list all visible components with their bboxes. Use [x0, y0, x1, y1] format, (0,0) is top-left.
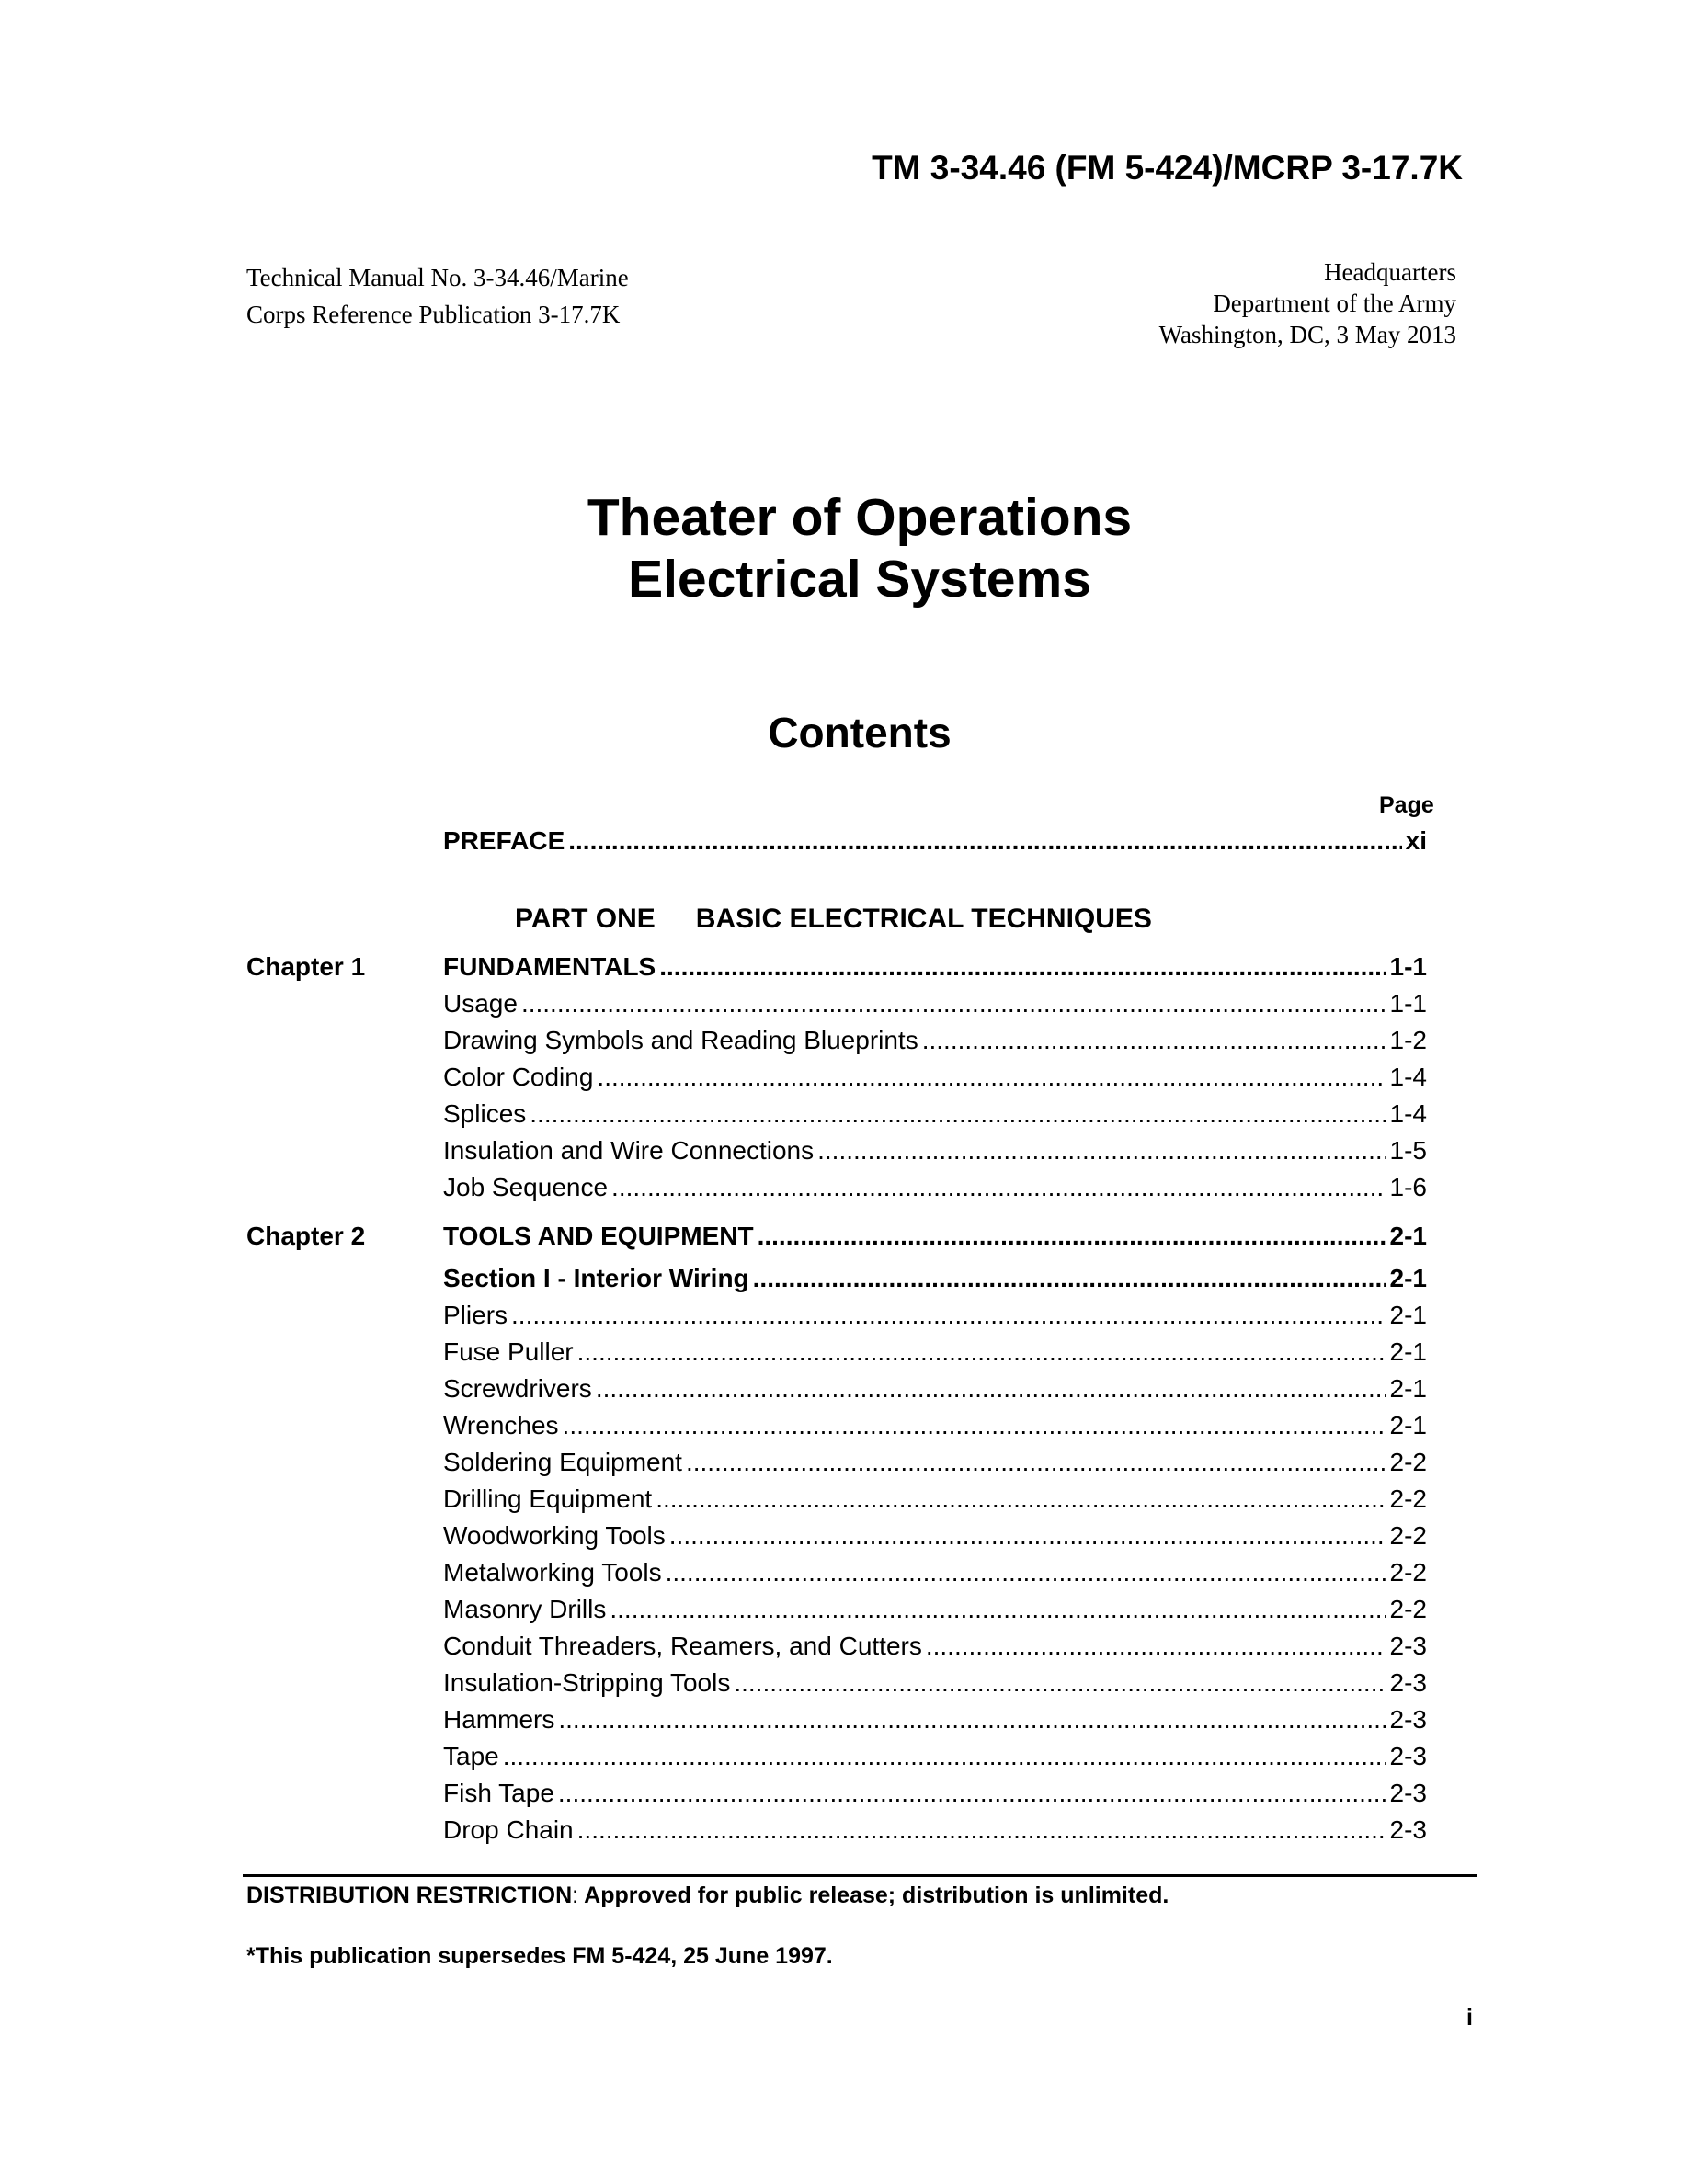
toc-entry[interactable]	[443, 1779, 1427, 1810]
toc-entry[interactable]	[443, 1136, 1427, 1167]
toc-entry-page: 2-3	[1389, 1742, 1427, 1770]
toc-entry-text: Masonry Drills	[443, 1595, 607, 1623]
toc-entry-text: Soldering Equipment	[443, 1448, 682, 1476]
manual-id-line: Corps Reference Publication 3-17.7K	[246, 301, 621, 328]
distribution-separator: :	[572, 1883, 579, 1908]
manual-identification	[246, 259, 629, 333]
toc-entry[interactable]	[443, 1026, 1427, 1057]
dot-leader	[521, 989, 1386, 1018]
toc-entry-page: 2-2	[1389, 1484, 1427, 1513]
toc-entry-page: 2-2	[1389, 1595, 1427, 1623]
manual-id-line: Technical Manual No. 3-34.46/Marine	[246, 264, 629, 291]
page-number: i	[1466, 2005, 1473, 2030]
dot-leader	[922, 1026, 1386, 1055]
toc-entry-page: xi	[1405, 826, 1427, 855]
toc-entry-page: 1-1	[1389, 989, 1427, 1018]
toc-entry-page: 2-2	[1389, 1558, 1427, 1587]
dot-leader	[577, 1815, 1386, 1845]
toc-entry[interactable]	[443, 1815, 1427, 1847]
toc-entry-text: Metalworking Tools	[443, 1558, 662, 1587]
toc-entry[interactable]	[443, 1173, 1427, 1204]
toc-entry-text: FUNDAMENTALS	[443, 952, 656, 981]
toc-entry-text: Conduit Threaders, Reamers, and Cutters	[443, 1632, 922, 1660]
dot-leader	[558, 1779, 1386, 1808]
toc-entry-page: 1-6	[1389, 1173, 1427, 1201]
chapter-label: Chapter 2	[246, 1222, 366, 1250]
toc-entry[interactable]	[443, 989, 1427, 1020]
toc-entry-text: Drop Chain	[443, 1815, 574, 1844]
dot-leader	[817, 1136, 1386, 1166]
toc-entry[interactable]	[443, 1374, 1427, 1405]
toc-entry[interactable]	[443, 1595, 1427, 1626]
toc-entry-page: 2-1	[1389, 1222, 1427, 1250]
dot-leader	[926, 1632, 1386, 1661]
toc-entry-page: 2-3	[1389, 1632, 1427, 1660]
toc-entry-text: Woodworking Tools	[443, 1521, 666, 1550]
dot-leader	[568, 826, 1401, 856]
toc-entry-page: 2-2	[1389, 1448, 1427, 1476]
dot-leader	[577, 1337, 1386, 1367]
dot-leader	[753, 1264, 1386, 1293]
toc-entry-text: Drawing Symbols and Reading Blueprints	[443, 1026, 918, 1054]
toc-entry[interactable]	[443, 1484, 1427, 1516]
part-heading	[515, 904, 1152, 935]
dot-leader	[558, 1705, 1386, 1735]
hq-line: Headquarters	[1324, 258, 1456, 286]
part-label: PART ONE	[515, 904, 656, 934]
toc-entry-text: Color Coding	[443, 1063, 594, 1091]
toc-chapter-title[interactable]	[443, 1222, 1427, 1253]
distribution-restriction	[246, 1883, 1169, 1909]
toc-entry[interactable]	[443, 1521, 1427, 1553]
toc-entry-text: Fuse Puller	[443, 1337, 574, 1366]
dot-leader	[596, 1374, 1386, 1404]
dot-leader	[656, 1484, 1386, 1514]
document-title	[0, 487, 1688, 610]
toc-entry-text: Screwdrivers	[443, 1374, 592, 1403]
chapter-label: Chapter 1	[246, 952, 366, 981]
toc-chapter-title[interactable]	[443, 952, 1427, 984]
toc-entry[interactable]	[443, 1411, 1427, 1442]
toc-entry-text: Splices	[443, 1099, 527, 1128]
toc-entry-text: Job Sequence	[443, 1173, 609, 1201]
toc-entry[interactable]	[443, 1668, 1427, 1700]
distribution-text: Approved for public release; distribution is unlimited.	[578, 1883, 1169, 1908]
toc-entry[interactable]	[443, 1301, 1427, 1332]
toc-section-title[interactable]	[443, 1264, 1427, 1295]
page-column-label: Page	[1379, 792, 1434, 818]
dot-leader	[669, 1521, 1386, 1551]
title-line: Electrical Systems	[628, 550, 1091, 609]
toc-entry-text: TOOLS AND EQUIPMENT	[443, 1222, 754, 1250]
toc-entry[interactable]	[443, 1558, 1427, 1589]
dot-leader	[758, 1222, 1386, 1251]
hq-line: Department of the Army	[1213, 290, 1456, 317]
toc-entry-text: Fish Tape	[443, 1779, 554, 1807]
title-line: Theater of Operations	[587, 488, 1133, 547]
toc-entry-page: 1-4	[1389, 1063, 1427, 1091]
toc-entry[interactable]	[443, 1099, 1427, 1131]
toc-entry-text: Wrenches	[443, 1411, 559, 1439]
headquarters-block	[1159, 256, 1456, 350]
toc-entry[interactable]	[443, 1742, 1427, 1773]
dot-leader	[610, 1595, 1386, 1624]
part-title: BASIC ELECTRICAL TECHNIQUES	[695, 904, 1152, 934]
footer-rule	[243, 1874, 1477, 1877]
dot-leader	[686, 1448, 1386, 1477]
supersedes-note: *This publication supersedes FM 5-424, 25 June 1997.	[246, 1943, 833, 1969]
contents-heading: Contents	[768, 709, 952, 756]
toc-entry[interactable]	[443, 1705, 1427, 1736]
toc-entry-text: Insulation-Stripping Tools	[443, 1668, 731, 1697]
toc-entry-page: 2-1	[1389, 1374, 1427, 1403]
distribution-label: DISTRIBUTION RESTRICTION	[246, 1883, 573, 1908]
dot-leader	[530, 1099, 1386, 1129]
toc-entry-page: 2-3	[1389, 1779, 1427, 1807]
toc-entry-page: 1-2	[1389, 1026, 1427, 1054]
toc-entry-text: Hammers	[443, 1705, 555, 1734]
toc-entry[interactable]	[443, 1063, 1427, 1094]
toc-entry-page: 2-2	[1389, 1521, 1427, 1550]
dot-leader	[666, 1558, 1386, 1587]
dot-leader	[611, 1173, 1386, 1202]
toc-entry-text: Tape	[443, 1742, 499, 1770]
toc-entry-page: 2-1	[1389, 1264, 1427, 1292]
document-number: TM 3-34.46 (FM 5-424)/MCRP 3-17.7K	[872, 149, 1463, 187]
toc-entry-text: PREFACE	[443, 826, 565, 855]
toc-entry-page: 2-3	[1389, 1705, 1427, 1734]
toc-entry-page: 2-1	[1389, 1301, 1427, 1329]
toc-entry-page: 2-1	[1389, 1337, 1427, 1366]
toc-entry-page: 2-3	[1389, 1815, 1427, 1844]
toc-entry-preface[interactable]	[443, 826, 1427, 858]
toc-entry-text: Insulation and Wire Connections	[443, 1136, 815, 1165]
dot-leader	[734, 1668, 1386, 1698]
toc-entry-text: Drilling Equipment	[443, 1484, 653, 1513]
dot-leader	[511, 1301, 1386, 1330]
dot-leader	[659, 952, 1386, 982]
toc-entry-text: Usage	[443, 989, 518, 1018]
toc-entry[interactable]	[443, 1337, 1427, 1369]
toc-entry-page: 1-4	[1389, 1099, 1427, 1128]
toc-entry-text: Pliers	[443, 1301, 508, 1329]
toc-entry[interactable]	[443, 1632, 1427, 1663]
toc-entry-page: 1-1	[1389, 952, 1427, 981]
toc-entry-page: 1-5	[1389, 1136, 1427, 1165]
toc-entry-page: 2-3	[1389, 1668, 1427, 1697]
dot-leader	[597, 1063, 1386, 1092]
hq-line: Washington, DC, 3 May 2013	[1158, 321, 1456, 348]
dot-leader	[563, 1411, 1386, 1440]
toc-entry-text: Section I - Interior Wiring	[443, 1264, 749, 1292]
toc-entry-page: 2-1	[1389, 1411, 1427, 1439]
toc-entry[interactable]	[443, 1448, 1427, 1479]
dot-leader	[503, 1742, 1386, 1771]
